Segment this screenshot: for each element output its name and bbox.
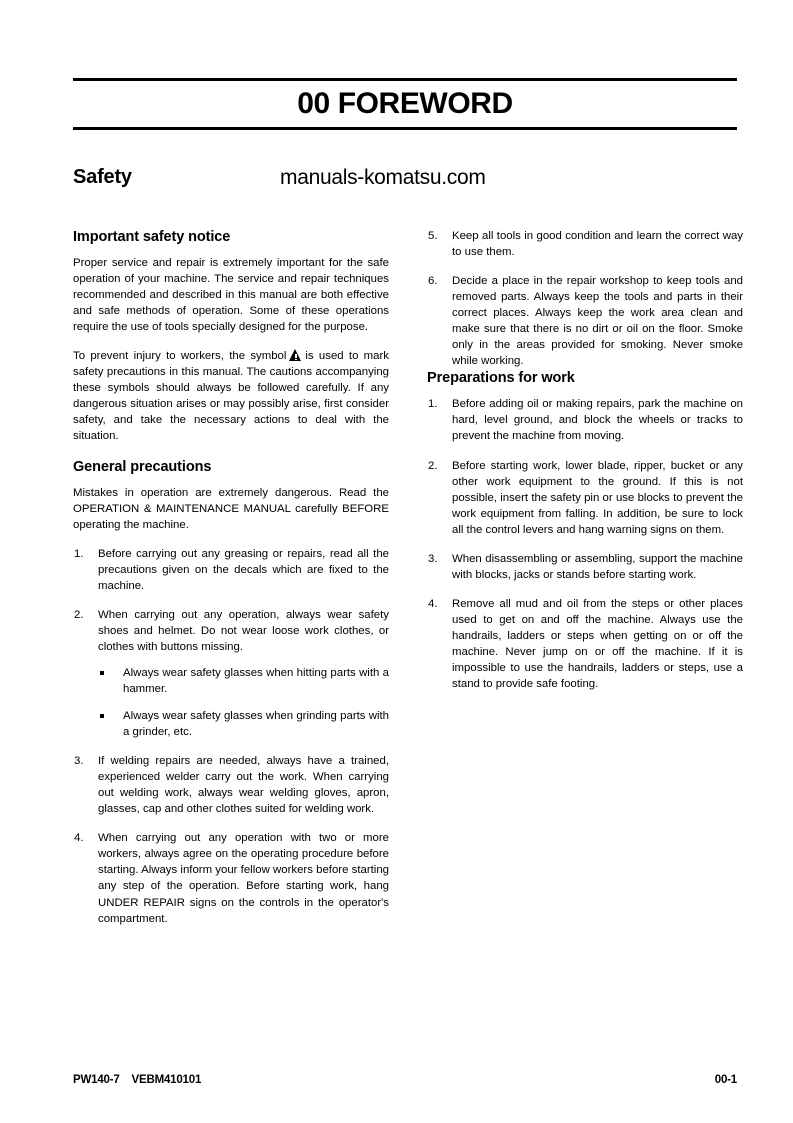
paragraph-important-safety-notice-2	[73, 348, 389, 444]
warning-triangle-icon	[289, 349, 302, 361]
list-item	[427, 228, 743, 260]
list-item-text: Before starting work, lower blade, ripper, bucket or any other work equipment to the ground. If this is not possible, insert the safety pin or use blocks to prevent the work equipment from falling. In addition, be sure to lock all the control levers and hang warning signs on them.	[452, 459, 743, 536]
section-heading-preparations-for-work: Preparations for work	[427, 370, 575, 387]
left-column	[73, 228, 389, 927]
list-item-number: 3.	[428, 552, 438, 565]
list-item-text: If welding repairs are needed, always have a trained, experienced welder carry out the work. When carrying out welding work, always wear welding gloves, apron, glasses, cap and other clothes suited for welding work.	[98, 755, 389, 816]
paragraph-symbol-prefix: To prevent injury to workers, the symbol	[73, 350, 287, 363]
list-item-text: Before carrying out any greasing or repairs, read all the precautions given on the decals which are fixed to the machine.	[98, 547, 389, 592]
list-item	[73, 607, 389, 740]
footer-page-number: 00-1	[714, 1074, 737, 1086]
square-bullet-icon	[100, 714, 104, 718]
list-item-text: Keep all tools in good condition and learn the correct way to use them.	[452, 230, 743, 259]
list-item-text: Decide a place in the repair workshop to keep tools and removed parts. Always keep the tools and parts in their correct places. Always keep the work area clean and make sure that there is no dirt or oil on the floor. Smoke only in the areas provided for smoking. Never smoke while working.	[452, 275, 743, 368]
list-item-number: 6.	[428, 275, 438, 288]
paragraph-general-precautions-intro: Mistakes in operation are extremely dangerous. Read the OPERATION & MAINTENANCE MANUAL carefully BEFORE operating the machine.	[73, 486, 389, 531]
page-header	[73, 78, 737, 130]
list-item-number: 4.	[74, 832, 84, 845]
list-item-number: 4.	[428, 597, 438, 610]
list-item	[73, 546, 389, 594]
list-item	[73, 753, 389, 817]
header-rule-top	[73, 78, 737, 81]
footer-model: PW140-7	[73, 1074, 120, 1086]
list-item-text: Remove all mud and oil from the steps or other places used to get on and off the machine. Always use the handrails, ladders or steps when getting on or off the machine. Never jump on or off the machine. If it is impossible to use the handrails, ladders or steps, use a stand to provide safe footing.	[452, 597, 743, 691]
list-item-number: 2.	[428, 459, 438, 472]
list-item	[98, 665, 389, 697]
section-heading-important-safety-notice: Important safety notice	[73, 229, 231, 245]
list-item-text: Before adding oil or making repairs, park the machine on hard, level ground, and block the wheels or tracks to prevent the machine from moving.	[452, 398, 743, 443]
square-bullet-icon	[100, 671, 104, 675]
list-item	[427, 396, 743, 444]
preparations-for-work-list	[427, 396, 743, 692]
paragraph-symbol-suffix: is used to mark safety precautions in this manual. The cautions accompanying these symbols should always be followed carefully. If any dangerous situation arises or may possibly arise, first consider safety, and take the necessary actions to deal with the situation.	[73, 350, 389, 443]
general-precautions-list-continued	[427, 228, 743, 369]
list-item	[427, 596, 743, 692]
list-item	[98, 708, 389, 740]
list-item-text: When disassembling or assembling, support the machine with blocks, jacks or stands before starting work.	[452, 552, 743, 581]
chapter-heading: Safety	[73, 166, 132, 188]
watermark-url: manuals-komatsu.com	[280, 166, 486, 189]
footer-part-number: VEBM410101	[131, 1074, 202, 1086]
list-item-text: When carrying out any operation with two or more workers, always agree on the operating procedure before starting. Always inform your fellow workers before starting any step of the operation. Before starting work, hang UNDER REPAIR signs on the controls in the operator's compartment.	[98, 832, 389, 925]
list-item-text: When carrying out any operation, always wear safety shoes and helmet. Do not wear loose work clothes, or clothes with buttons missing.	[98, 608, 389, 653]
list-item	[427, 551, 743, 583]
paragraph-important-safety-notice-1: Proper service and repair is extremely important for the safe operation of your machine. The service and repair techniques recommended and described in this manual are both effective and safe methods of operation. Some of these operations require the use of tools specially designed for the purpose.	[73, 257, 389, 334]
sub-bullet-list	[98, 665, 389, 740]
list-item-number: 2.	[74, 608, 84, 621]
list-item	[73, 830, 389, 926]
general-precautions-list	[73, 546, 389, 927]
list-item-text: Always wear safety glasses when grinding parts with a grinder, etc.	[123, 710, 389, 739]
document-title: 00 FOREWORD	[297, 87, 513, 120]
list-item	[427, 273, 743, 369]
list-item-number: 3.	[74, 755, 84, 768]
footer-left-group	[73, 1072, 201, 1088]
list-item-number: 5.	[428, 230, 438, 242]
page-footer	[73, 1072, 737, 1088]
list-item-text: Always wear safety glasses when hitting parts with a hammer.	[123, 666, 389, 695]
right-column	[427, 228, 743, 692]
list-item	[427, 458, 743, 538]
chapter-title-row	[73, 164, 737, 198]
list-item-number: 1.	[74, 547, 84, 560]
list-item-number: 1.	[428, 398, 438, 411]
section-heading-general-precautions: General precautions	[73, 458, 212, 475]
header-rule-bottom	[73, 127, 737, 130]
